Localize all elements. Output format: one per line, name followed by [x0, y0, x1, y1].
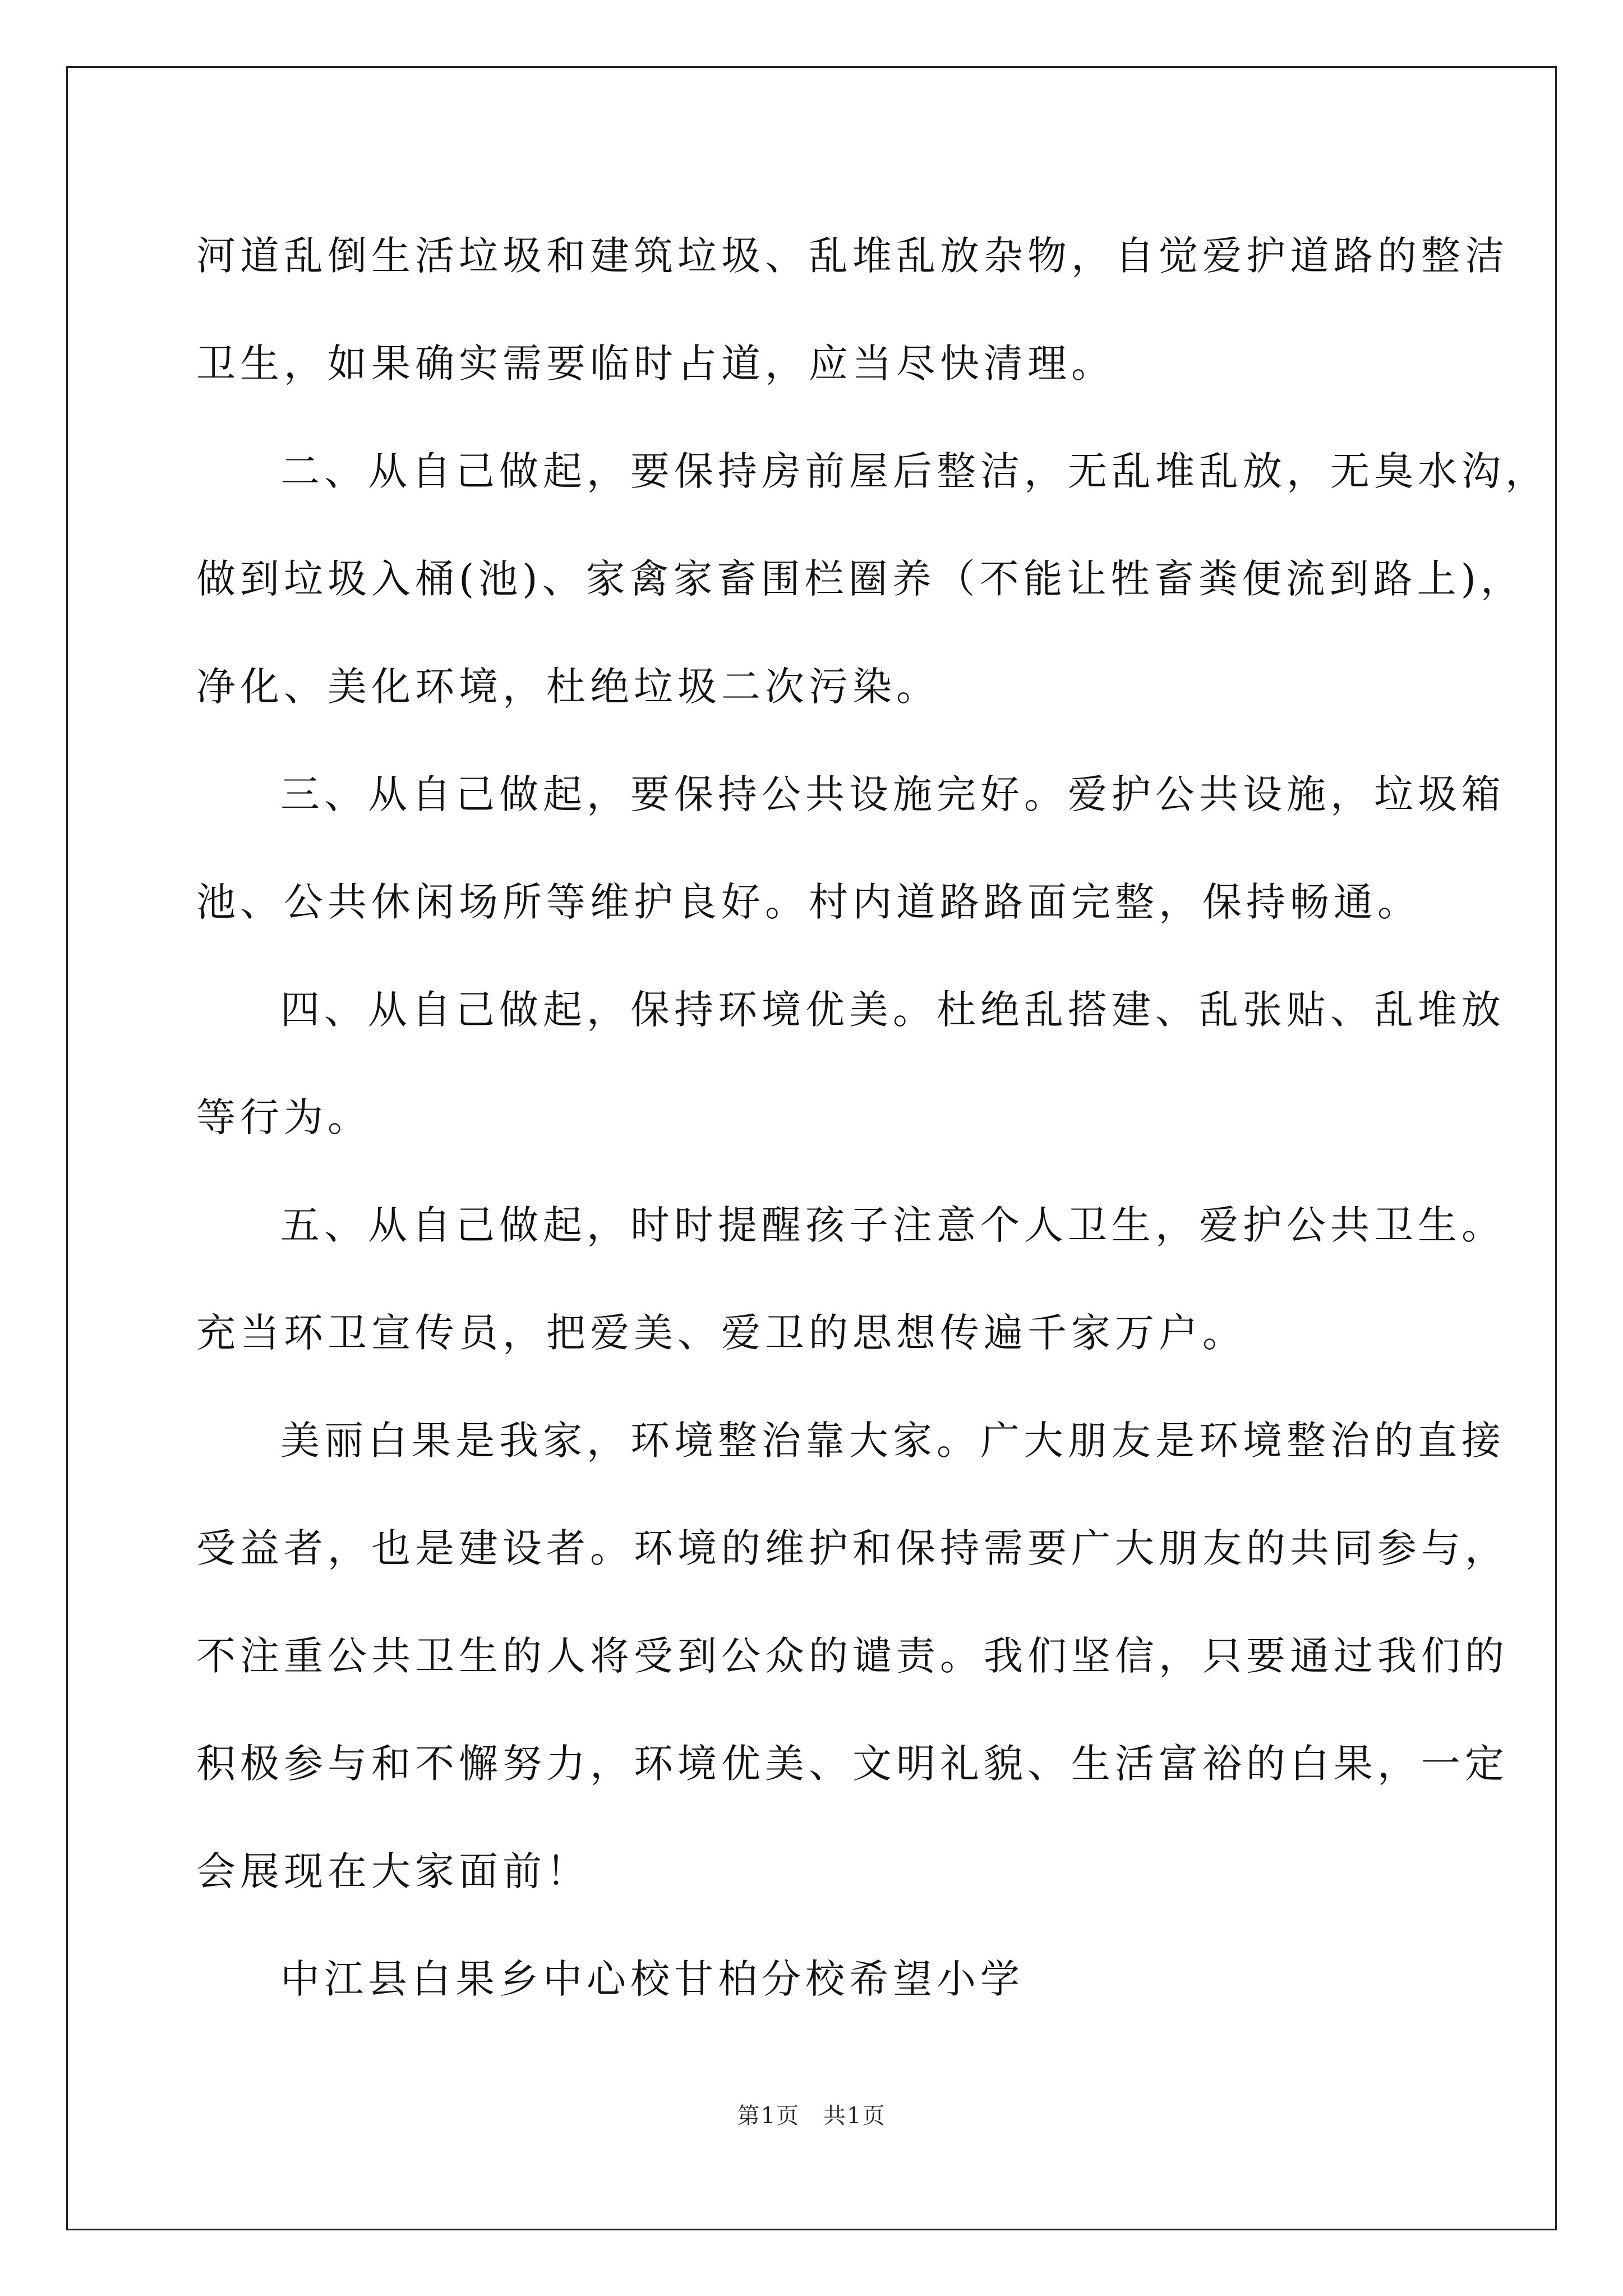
- text-line: 积极参与和不懈努力，环境优美、文明礼貌、生活富裕的白果，一定: [196, 1741, 1509, 1787]
- paragraph-2-start: 二、从自己做起，要保持房前屋后整洁，无乱堆乱放，无臭水沟，: [280, 448, 1549, 494]
- signature-line: 中江县白果乡中心校甘柏分校希望小学: [280, 1956, 1024, 2002]
- text-line: 河道乱倒生活垃圾和建筑垃圾、乱堆乱放杂物，自觉爱护道路的整洁: [196, 233, 1509, 279]
- document-body: [196, 202, 1549, 2033]
- text-line: 会展现在大家面前！: [196, 1848, 590, 1894]
- paragraph-4-start: 四、从自己做起，保持环境优美。杜绝乱搭建、乱张贴、乱堆放: [280, 987, 1505, 1033]
- text-line: 池、公共休闲场所等维护良好。村内道路路面完整，保持畅通。: [196, 879, 1421, 925]
- text-line: 做到垃圾入桶(池)、家禽家畜围栏圈养（不能让牲畜粪便流到路上)，: [196, 556, 1524, 602]
- text-line: 等行为。: [196, 1094, 371, 1140]
- text-line: 净化、美化环境，杜绝垃圾二次污染。: [196, 664, 940, 710]
- text-line: 受益者，也是建设者。环境的维护和保持需要广大朋友的共同参与，: [196, 1525, 1509, 1571]
- paragraph-3-start: 三、从自己做起，要保持公共设施完好。爱护公共设施，垃圾箱: [280, 771, 1505, 817]
- text-line: 不注重公共卫生的人将受到公众的谴责。我们坚信，只要通过我们的: [196, 1633, 1509, 1679]
- closing-paragraph-start: 美丽白果是我家，环境整治靠大家。广大朋友是环境整治的直接: [280, 1418, 1505, 1464]
- text-line: 充当环卫宣传员，把爱美、爱卫的思想传遍千家万户。: [196, 1310, 1246, 1356]
- paragraph-5-start: 五、从自己做起，时时提醒孩子注意个人卫生，爱护公共卫生。: [280, 1202, 1505, 1248]
- page-number: 第1页 共1页: [737, 2103, 886, 2129]
- text-line: 卫生，如果确实需要临时占道，应当尽快清理。: [196, 341, 1115, 386]
